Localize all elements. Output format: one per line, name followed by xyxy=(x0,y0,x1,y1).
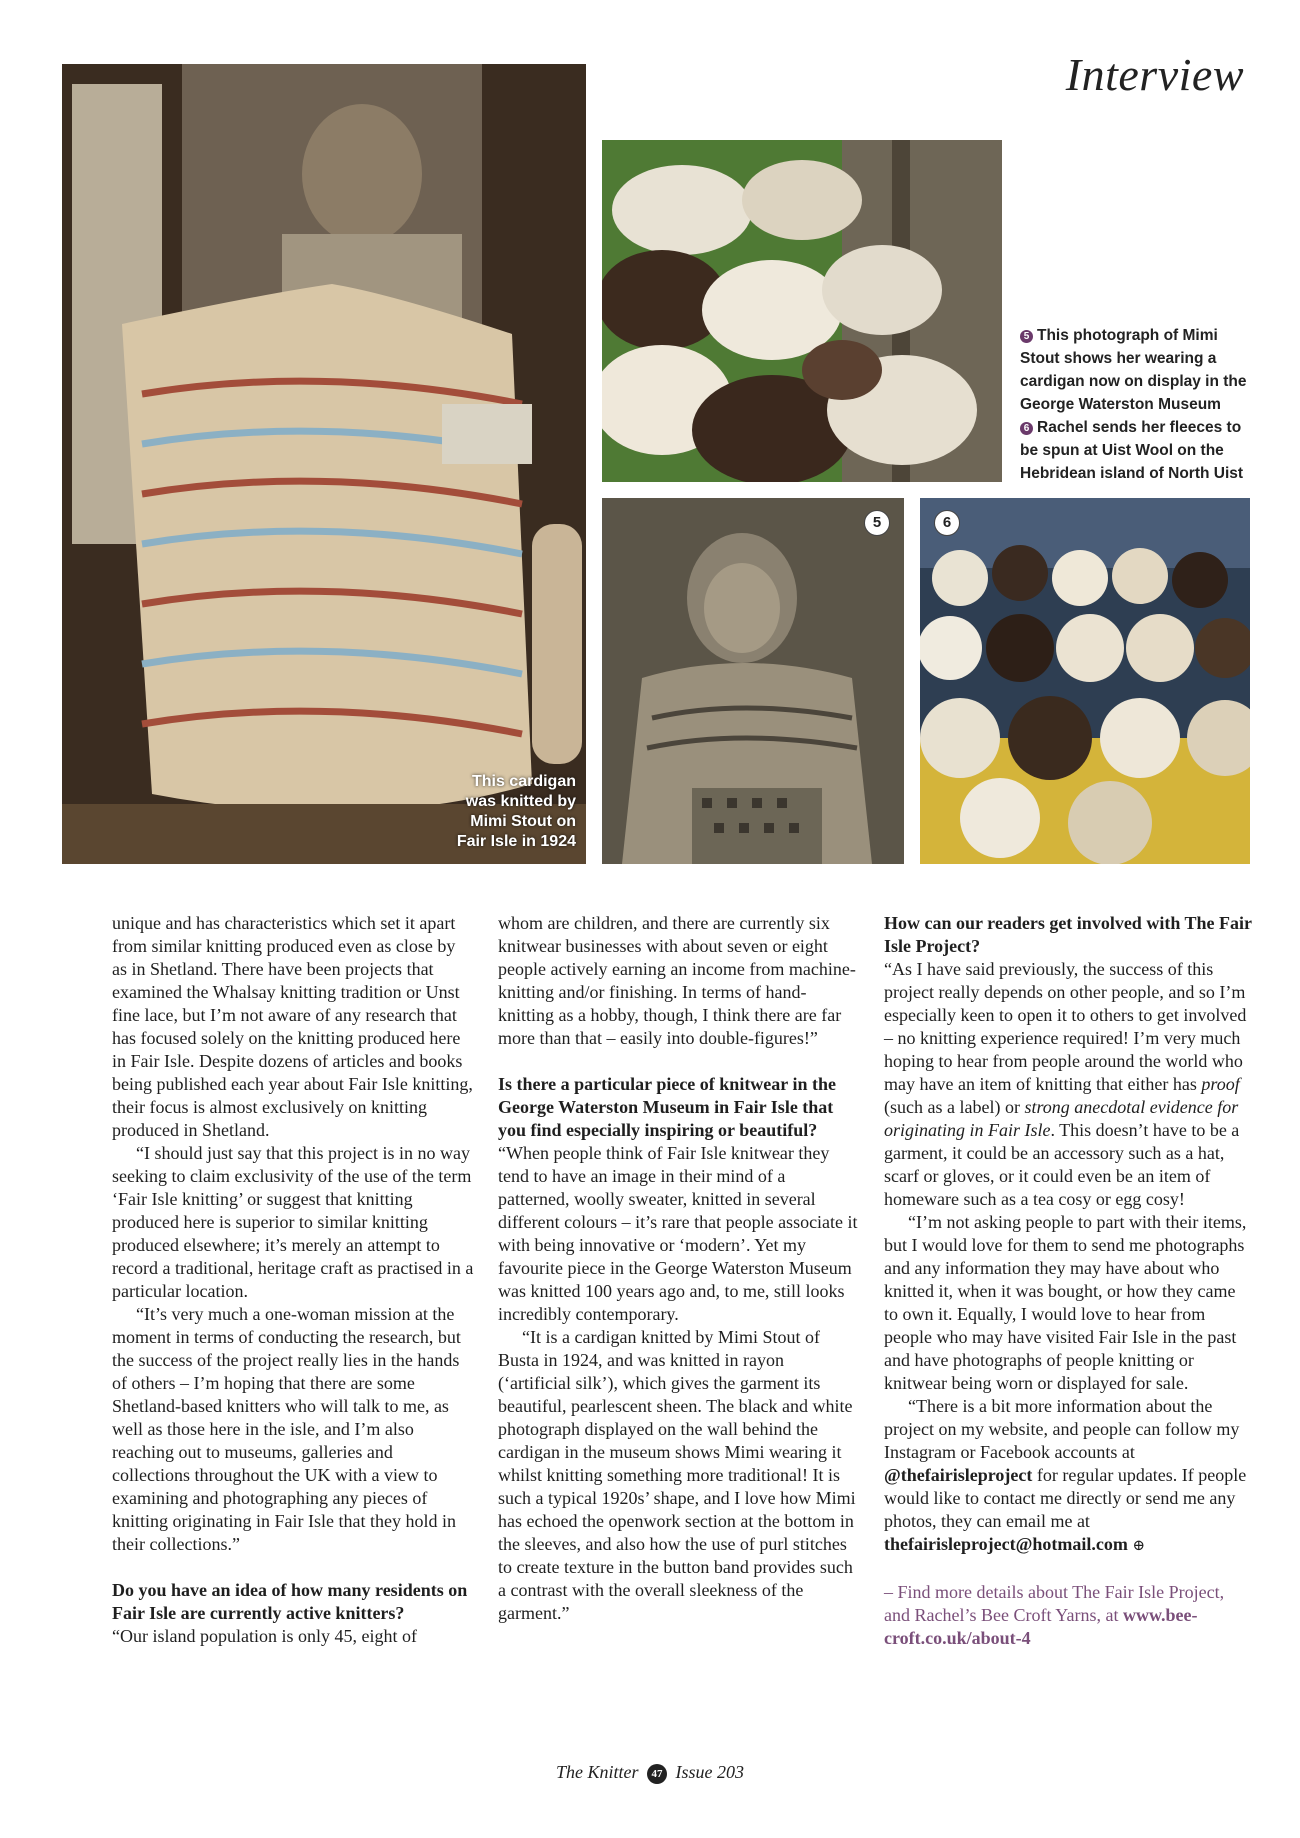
page-number: 47 xyxy=(647,1764,667,1784)
interview-answer: “Our island population is only 45, eight of xyxy=(112,1626,417,1646)
photo-captions xyxy=(1020,324,1260,485)
interview-answer: “As I have said previously, the success of this project really depends on other people, and so I’m especially keen to open it to others to get involved – no knitting experience required! I’m very much hoping to hear from people around the world who may have an item of knitting that either has proof (such as a label) or strong anecdotal evidence for originating in Fair Isle. This doesn’t have to be a garment, it could be an accessory such as a hat, scarf or gloves, or it could even be an item of homeware such as a tea cosy or egg cosy! xyxy=(884,959,1247,1209)
cardigan-caption: This cardigan was knitted by Mimi Stout on Fair Isle in 1924 xyxy=(456,773,576,850)
caption-number-6: 6 xyxy=(1020,422,1033,435)
cardigan-photo xyxy=(62,64,586,864)
magazine-name: The Knitter xyxy=(555,1762,639,1782)
mimi-stout-photo xyxy=(602,498,904,864)
fleece-bags-photo xyxy=(920,498,1250,864)
article-column-2 xyxy=(498,912,860,1625)
issue-number: Issue 203 xyxy=(675,1762,744,1782)
fleeces-photo xyxy=(602,140,1002,482)
interview-question: How can our readers get involved with The Fair Isle Project? xyxy=(884,913,1252,956)
paragraph: “It’s very much a one-woman mission at the moment in terms of conducting the research, but the success of the project really lies in the hands of others – I’m hoping that there are some Shetland-based knitters who will talk to me, as well as those here in the isle, and I’m also reaching out to museums, galleries and collections throughout the UK with a view to examining and photographing any pieces of knitting originating in Fair Isle that they hold in their collections.” xyxy=(112,1304,461,1554)
article-column-1 xyxy=(112,912,474,1648)
paragraph: unique and has characteristics which set it apart from similar knitting produced even as close by as in Shetland. There have been projects that examined the Whalsay knitting tradition or Unst fine lace, but I’m not aware of any research that has focused solely on the knitting produced here in Fair Isle. Despite dozens of articles and books being published each year about Fair Isle knitting, their focus is almost exclusively on knitting produced in Shetland. xyxy=(112,913,473,1140)
instagram-handle: @thefairisleproject xyxy=(884,1465,1033,1485)
photo-marker-5: 5 xyxy=(864,510,890,536)
paragraph: “I’m not asking people to part with their items, but I would love for them to send me photographs and any information they may have about who knitted it, when it was bought, or how they came to own it. Equally, I would love to hear from people who may have visited Fair Isle in the past and have photographs of people knitting or knitwear being worn or displayed for sale. xyxy=(884,1212,1247,1393)
paragraph: “It is a cardigan knitted by Mimi Stout of Busta in 1924, and was knitted in rayon (‘artificial silk’), which gives the garment its beautiful, pearlescent sheen. The black and white photograph displayed on the wall behind the cardigan in the museum shows Mimi wearing it whilst knitting something more traditional! It is such a typical 1920s’ shape, and I love how Mimi has echoed the openwork section at the bottom in the sleeves, and also how the use of purl stitches to create texture in the button band provides such a contrast with the overall sleekness of the garment.” xyxy=(498,1327,856,1623)
end-mark-icon: ⊕ xyxy=(1132,1538,1145,1554)
interview-question: Is there a particular piece of knitwear in the George Waterston Museum in Fair Isle that you find especially inspiring or beautiful? xyxy=(498,1074,836,1140)
paragraph: whom are children, and there are currently six knitwear businesses with about seven or eight people actively earning an income from machine-knitting and/or finishing. In terms of hand-knitting as a hobby, though, I think there are far more than that – easily into double-figures!” xyxy=(498,913,856,1048)
caption-6-text: Rachel sends her fleeces to be spun at Uist Wool on the Hebridean island of North Uist xyxy=(1020,419,1244,482)
page-footer xyxy=(0,1762,1300,1784)
website-link[interactable]: www.bee-croft.co.uk/about-4 xyxy=(884,1605,1198,1648)
paragraph: “I should just say that this project is in no way seeking to claim exclusivity of the use of the term ‘Fair Isle knitting’ or suggest that knitting produced here is superior to similar knitting produced elsewhere; it’s merely an attempt to record a traditional, heritage craft as practised in a particular location. xyxy=(112,1143,474,1301)
article-column-3 xyxy=(884,912,1252,1650)
paragraph: “There is a bit more information about the project on my website, and people can follow my Instagram or Facebook accounts at @thefairisleproject for regular updates. If people would like to contact me directly or send me any photos, they can email me at thefairisleproject@hotmail.com ⊕ xyxy=(884,1396,1247,1554)
contact-email[interactable]: thefairisleproject@hotmail.com xyxy=(884,1534,1128,1554)
interview-answer: “When people think of Fair Isle knitwear they tend to have an image in their mind of a patterned, woolly sweater, knitted in several different colours – it’s rare that people associate it with being innovative or ‘modern’. Yet my favourite piece in the George Waterston Museum was knitted 100 years ago and, to me, still looks incredibly contemporary. xyxy=(498,1143,858,1324)
interview-question: Do you have an idea of how many residents on Fair Isle are currently active knitters? xyxy=(112,1580,468,1623)
section-title: Interview xyxy=(1065,49,1244,100)
caption-5-text: This photograph of Mimi Stout shows her wearing a cardigan now on display in the George Waterston Museum xyxy=(1020,327,1247,413)
signoff: – Find more details about The Fair Isle Project, and Rachel’s Bee Croft Yarns, at www.bee-croft.co.uk/about-4 xyxy=(884,1582,1225,1648)
photo-marker-6: 6 xyxy=(934,510,960,536)
caption-number-5: 5 xyxy=(1020,330,1033,343)
